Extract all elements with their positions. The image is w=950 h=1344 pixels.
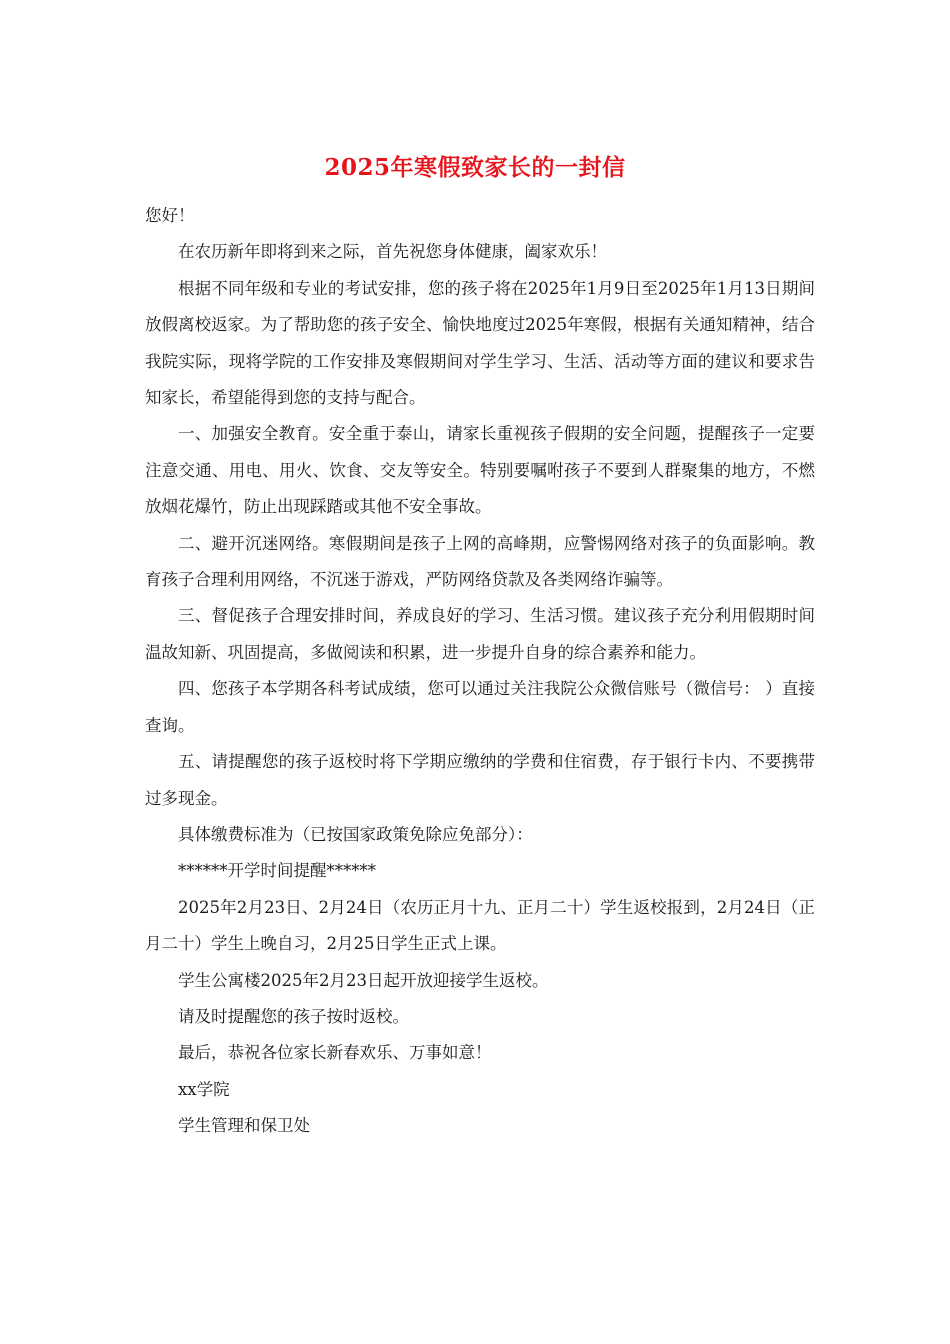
paragraph-intro: 在农历新年即将到来之际，首先祝您身体健康，阖家欢乐！ bbox=[178, 242, 607, 262]
paragraph-closing: 最后，恭祝各位家长新春欢乐、万事如意！ bbox=[178, 1043, 492, 1063]
paragraph-fees: 五、请提醒您的孩子返校时将下学期应缴纳的学费和住宿费，存于银行卡内、不要携带过多现金。 bbox=[145, 752, 815, 808]
paragraph-fee-standard: 具体缴费标准为（已按国家政策免除应免部分）： bbox=[178, 824, 533, 844]
paragraph-dorm: 学生公寓楼2025年2月23日起开放迎接学生返校。 bbox=[178, 970, 549, 990]
paragraph-return-dates: 2025年2月23日、2月24日（农历正月十九、正月二十）学生返校报到，2月24日（正月二十）学生上晚自习，2月25日学生正式上课。 bbox=[145, 897, 815, 954]
document-title: 2025年寒假致家长的一封信 bbox=[324, 154, 626, 181]
document-body bbox=[145, 198, 815, 1145]
paragraph-exam-results: 四、您孩子本学期各科考试成绩，您可以通过关注我院公众微信账号（微信号： ）直接查询。 bbox=[145, 679, 815, 735]
paragraph-reminder-heading: ******开学时间提醒****** bbox=[178, 861, 376, 881]
paragraph-holiday-dates: 根据不同年级和专业的考试安排，您的孩子将在2025年1月9日至2025年1月13日期间放假离校返家。为了帮助您的孩子安全、愉快地度过2025年寒假，根据有关通知精神，结合我院实际，现将学院的工作安排及寒假期间对学生学习、生活、活动等方面的建议和要求告知家长，希望能得到您的支持与配合。 bbox=[145, 278, 815, 408]
paragraph-safety: 一、加强安全教育。安全重于泰山，请家长重视孩子假期的安全问题，提醒孩子一定要注意交通、用电、用火、饮食、交友等安全。特别要嘱咐孩子不要到人群聚集的地方，不燃放烟花爆竹，防止出现踩踏或其他不安全事故。 bbox=[145, 424, 815, 517]
greeting: 您好！ bbox=[145, 206, 195, 225]
paragraph-remind-return: 请及时提醒您的孩子按时返校。 bbox=[178, 1006, 409, 1026]
paragraph-time-management: 三、督促孩子合理安排时间，养成良好的学习、生活习惯。建议孩子充分利用假期时间温故知新、巩固提高，多做阅读和积累，进一步提升自身的综合素养和能力。 bbox=[145, 606, 815, 662]
paragraph-internet: 二、避开沉迷网络。寒假期间是孩子上网的高峰期，应警惕网络对孩子的负面影响。教育孩子合理利用网络，不沉迷于游戏，严防网络贷款及各类网络诈骗等。 bbox=[145, 533, 815, 590]
signature-department: 学生管理和保卫处 bbox=[178, 1116, 310, 1136]
signature-school: xx学院 bbox=[178, 1079, 230, 1099]
